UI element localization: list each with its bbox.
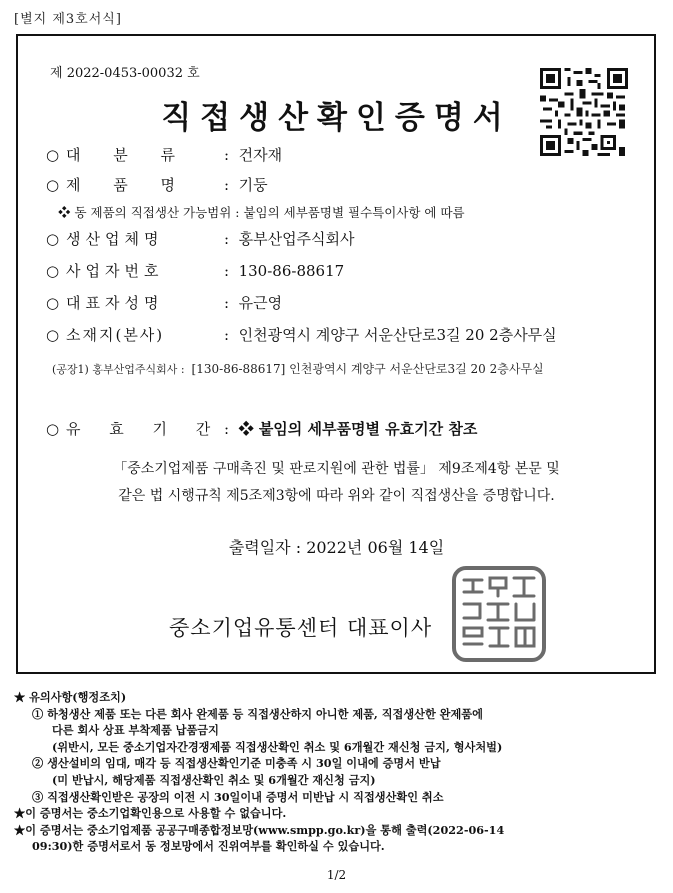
field-label: 대 분 류 (66, 146, 190, 164)
field-category: ○ 대 분 류 : 건자재 (46, 146, 283, 164)
field-head-office-address: ○ 소재지(본사) : 인천광역시 계양구 서운산단로3길 20 2층사무실 (46, 326, 557, 344)
form-label: [별지 제3호서식] (14, 12, 122, 27)
note-item: ③ 직접생산확인받은 공장의 이전 시 30일이내 증명서 미반납 시 직접생산확인 취소 (32, 789, 444, 804)
notes-section (14, 689, 504, 855)
field-label: 사업자번호 (66, 262, 164, 280)
certificate-title: 직접생산확인증명서 (161, 100, 512, 136)
note-item: 09:30)한 증명서로서 동 정보망에서 진위여부를 확인하실 수 있습니다. (32, 839, 385, 854)
circle-bullet-icon: ○ (46, 262, 60, 280)
note-item: ② 생산설비의 임대, 매각 등 직접생산확인기준 미충족 시 30일 이내에 증명서 반납 (32, 756, 441, 771)
page-number: 1/2 (326, 868, 347, 882)
field-representative: ○ 대표자성명 : 유근영 (46, 294, 283, 312)
field-validity-period: ○ 유 효 기 간 : ❖ 붙임의 세부품명별 유효기간 참조 (46, 420, 478, 438)
field-value: 건자재 (238, 146, 283, 164)
note-item: 다른 회사 상표 부착제품 납품금지 (52, 723, 219, 738)
field-business-number: ○ 사업자번호 : 130-86-88617 (46, 262, 345, 280)
field-label: 생산업체명 (66, 230, 164, 248)
circle-bullet-icon: ○ (46, 326, 60, 344)
field-label: 대표자성명 (66, 294, 164, 312)
print-date: 출력일자 : 2022년 06월 14일 (228, 538, 445, 557)
field-company-name: ○ 생산업체명 : 홍부산업주식회사 (46, 230, 355, 248)
field-value: 기둥 (238, 176, 268, 194)
factory-line (52, 360, 544, 377)
scope-note: ❖ 동 제품의 직접생산 가능범위 : 붙임의 세부품명별 필수특이사항 에 따름 (58, 205, 465, 220)
official-seal-icon (452, 566, 546, 662)
issuer-name: 중소기업유통센터 대표이사 (169, 616, 433, 640)
circle-bullet-icon: ○ (46, 176, 60, 194)
circle-bullet-icon: ○ (46, 146, 60, 164)
note-item: ① 하청생산 제품 또는 다른 회사 완제품 등 직접생산하지 아니한 제품, 직접생산한 완제품에 (32, 706, 483, 721)
field-value: 홍부산업주식회사 (238, 230, 355, 248)
qr-code-icon[interactable] (540, 68, 628, 156)
factory-value: [130-86-88617] 인천광역시 계양구 서운산단로3길 20 2층사무실 (191, 362, 544, 376)
field-value: 인천광역시 계양구 서운산단로3길 20 2층사무실 (238, 326, 557, 344)
field-label: 유 효 기 간 (66, 420, 223, 438)
notes-heading: ★ 유의사항(행정조치) (14, 690, 127, 704)
statement-line: 「중소기업제품 구매촉진 및 판로지원에 관한 법률」 제9조제4항 본문 및 (113, 461, 560, 477)
circle-bullet-icon: ○ (46, 420, 60, 438)
note-item: ★이 증명서는 중소기업확인용으로 사용할 수 없습니다. (14, 806, 287, 821)
field-value: ❖ 붙임의 세부품명별 유효기간 참조 (238, 420, 478, 438)
note-item: (위반시, 모든 중소기업자간경쟁제품 직접생산확인 취소 및 6개월간 재신청 금지, 형사처벌) (52, 739, 503, 754)
certificate-number: 제 2022-0453-00032 호 (50, 66, 200, 81)
note-item: (미 반납시, 해당제품 직접생산확인 취소 및 6개월간 재신청 금지) (52, 772, 376, 787)
field-product-name: ○ 제 품 명 : 기둥 (46, 176, 268, 194)
field-label: 제 품 명 (66, 176, 190, 194)
circle-bullet-icon: ○ (46, 294, 60, 312)
note-item: ★이 증명서는 중소기업제품 공공구매종합정보망(www.smpp.go.kr)을 통해 출력(2022-06-14 (14, 822, 505, 837)
circle-bullet-icon: ○ (46, 230, 60, 248)
factory-label: (공장1) 홍부산업주식회사 : (52, 363, 185, 376)
field-label: 소재지(본사) (66, 326, 165, 344)
field-value: 130-86-88617 (238, 262, 345, 280)
statement-line: 같은 법 시행규칙 제5조제3항에 따라 위와 같이 직접생산을 증명합니다. (118, 488, 555, 504)
field-value: 유근영 (238, 294, 283, 312)
